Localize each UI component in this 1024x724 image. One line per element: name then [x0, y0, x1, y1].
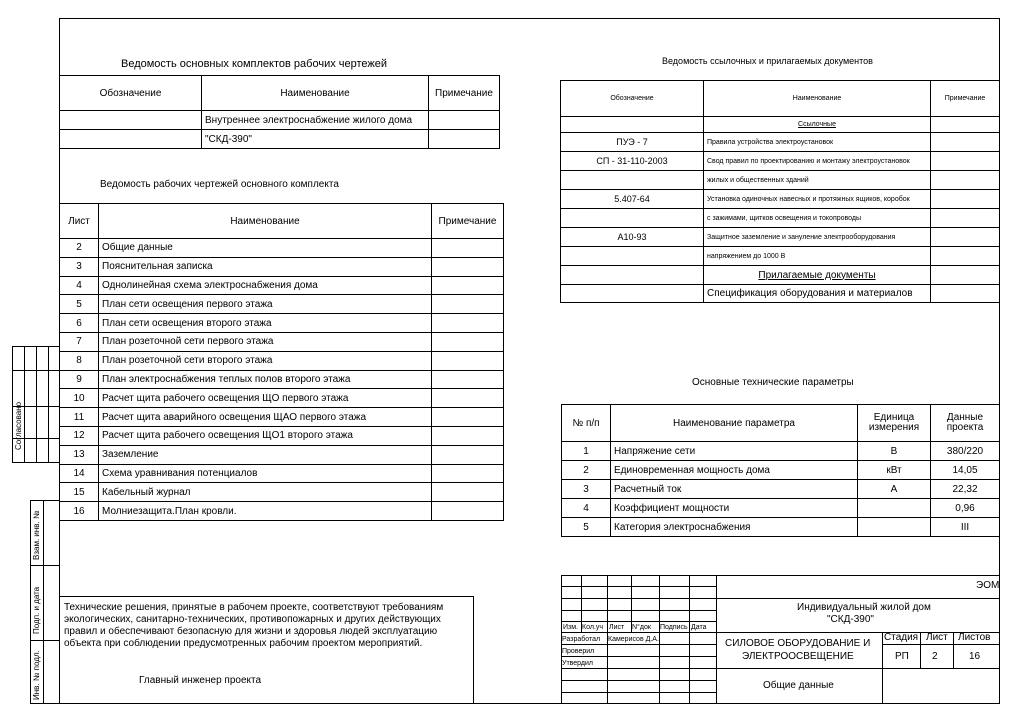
object-line1: Индивидуальный жилой дом: [797, 602, 931, 613]
sheet-name: План сети освещения первого этажа: [99, 295, 432, 314]
stamp-col-count: Кол.уч: [582, 624, 603, 631]
header-name: Наименование: [704, 81, 931, 117]
sheet-note: [432, 314, 504, 333]
header-note: Примечание: [931, 81, 1000, 117]
ref-name: с зажимами, щитков освещения и токопроводы: [704, 209, 931, 228]
sheet-number: 15: [60, 483, 99, 502]
sheet-number: 11: [60, 408, 99, 427]
main-drawings-title: Ведомость основных комплектов рабочих чертежей: [121, 58, 388, 70]
references-table: [560, 80, 1000, 303]
sheet-note: [432, 389, 504, 408]
sheet-note: [432, 370, 504, 389]
sheet-list-title: Ведомость рабочих чертежей основного комплекта: [100, 179, 339, 190]
header-designation: Обозначение: [60, 76, 202, 111]
sheet-note: [432, 464, 504, 483]
ref-name: Правила устройства электроустановок: [704, 133, 931, 152]
ref-note: [931, 171, 1000, 190]
chief-engineer-label: Главный инженер проекта: [139, 675, 262, 686]
sheet-note: [432, 332, 504, 351]
sheets-label: Листов: [958, 632, 991, 643]
table-cell: [429, 111, 500, 130]
sheet-name: Заземление: [99, 445, 432, 464]
header-parameter: Наименование параметра: [611, 405, 858, 442]
notes-line: Технические решения, принятые в рабочем проекте, соответствуют требованиям: [64, 602, 444, 613]
ref-note: [931, 247, 1000, 266]
header-designation: Обозначение: [561, 81, 704, 117]
sheets-value: 16: [969, 651, 981, 662]
param-index: 5: [562, 518, 611, 537]
sheet-number: 14: [60, 464, 99, 483]
ref-code: 5.407-64: [561, 190, 704, 209]
ref-name: Установка одиночных навесных и протяжных ящиков, коробок: [704, 190, 931, 209]
sheet-name: Схема уравнивания потенциалов: [99, 464, 432, 483]
params-table: [561, 404, 1000, 537]
ref-code: [561, 209, 704, 228]
param-unit: [858, 518, 931, 537]
param-value: III: [931, 518, 1000, 537]
doc-title: Общие данные: [763, 680, 834, 691]
sheet-number: 2: [60, 239, 99, 258]
role-checker: Проверил: [562, 648, 595, 655]
stamp-col-doc: N°док: [632, 624, 651, 631]
agreed-label: Согласовано: [14, 401, 23, 450]
attached-code: [561, 285, 704, 303]
sheet-number: 3: [60, 257, 99, 276]
stage-label: Стадия: [884, 632, 919, 643]
param-value: 380/220: [931, 442, 1000, 461]
ref-name: напряжением до 1000 В: [704, 247, 931, 266]
sheet-name: Кабельный журнал: [99, 483, 432, 502]
sheet-number: 7: [60, 332, 99, 351]
sheet-name: Расчет щита аварийного освещения ЩАО первого этажа: [99, 408, 432, 427]
sheet-note: [432, 257, 504, 276]
sheet-number: 5: [60, 295, 99, 314]
ref-code: [561, 247, 704, 266]
table-cell: Внутреннее электроснабжение жилого дома: [202, 111, 429, 130]
sheet-note: [432, 483, 504, 502]
sheet-number: 10: [60, 389, 99, 408]
param-value: 22,32: [931, 480, 1000, 499]
attached-name: Спецификация оборудования и материалов: [704, 285, 931, 303]
ref-code: ПУЭ - 7: [561, 133, 704, 152]
inv-replace-label: Взам. инв. №: [32, 510, 41, 560]
param-unit: [858, 499, 931, 518]
params-title: Основные технические параметры: [692, 377, 854, 388]
sheet-note: [432, 502, 504, 521]
header-note: Примечание: [429, 76, 500, 111]
notes-line: объекта при соблюдении предусмотренных рабочим проектом мероприятий.: [64, 638, 423, 649]
section-line2: ЭЛЕКТРООСВЕЩЕНИЕ: [742, 651, 854, 662]
param-index: 1: [562, 442, 611, 461]
header-unit: Единица измерения: [858, 405, 931, 442]
role-approver: Утвердил: [562, 660, 593, 667]
header-name: Наименование: [202, 76, 429, 111]
sheet-name: План розеточной сети второго этажа: [99, 351, 432, 370]
header-sheet: Лист: [60, 204, 99, 239]
notes-line: правил и обеспечивают безопасную для жизни и здоровья людей эксплуатацию: [64, 626, 438, 637]
section-line1: СИЛОВОЕ ОБОРУДОВАНИЕ И: [725, 638, 871, 649]
main-drawings-table: [59, 75, 500, 149]
param-value: 14,05: [931, 461, 1000, 480]
sign-date-label: Подп. и дата: [32, 586, 41, 634]
sheet-name: План сети освещения второго этажа: [99, 314, 432, 333]
sheet-note: [432, 276, 504, 295]
param-value: 0,96: [931, 499, 1000, 518]
param-index: 4: [562, 499, 611, 518]
param-index: 2: [562, 461, 611, 480]
sheet-number: 6: [60, 314, 99, 333]
ref-note: [931, 152, 1000, 171]
header-note: Примечание: [432, 204, 504, 239]
attached-note: [931, 285, 1000, 303]
sheet-name: Расчет щита рабочего освещения ЩО первого этажа: [99, 389, 432, 408]
sheet-note: [432, 351, 504, 370]
sheet-value: 2: [932, 651, 938, 662]
param-name: Единовременная мощность дома: [611, 461, 858, 480]
stamp-col-date: Дата: [691, 624, 707, 631]
ref-name: жилых и общественных зданий: [704, 171, 931, 190]
ref-note: [931, 228, 1000, 247]
sheet-number: 12: [60, 426, 99, 445]
sheet-name: Общие данные: [99, 239, 432, 258]
param-index: 3: [562, 480, 611, 499]
stage-value: РП: [895, 651, 909, 662]
object-line2: "СКД-390": [827, 614, 874, 625]
ref-name: Защитное заземление и зануление электрооборудования: [704, 228, 931, 247]
sheet-list-table: [59, 203, 504, 521]
role-developer-name: Камерисов Д.А.: [608, 636, 659, 643]
role-developer: Разработал: [562, 636, 601, 643]
ref-section-label: Ссылочные: [704, 117, 931, 133]
param-name: Напряжение сети: [611, 442, 858, 461]
stamp-col-change: Изм.: [563, 624, 578, 631]
sheet-note: [432, 445, 504, 464]
table-cell: [429, 130, 500, 149]
sheet-number: 9: [60, 370, 99, 389]
sheet-note: [432, 426, 504, 445]
inv-orig-label: Инв. № подл.: [32, 650, 41, 700]
sheet-name: План электроснабжения теплых полов второго этажа: [99, 370, 432, 389]
sheet-name: Молниезащита.План кровли.: [99, 502, 432, 521]
param-unit: А: [858, 480, 931, 499]
param-name: Расчетный ток: [611, 480, 858, 499]
attached-section-label: Прилагаемые документы: [704, 266, 931, 285]
stamp-col-sheet: Лист: [609, 624, 625, 631]
param-name: Категория электроснабжения: [611, 518, 858, 537]
sheet-number: 4: [60, 276, 99, 295]
ref-note: [931, 133, 1000, 152]
stamp-col-sign: Подпись: [660, 624, 688, 631]
ref-name: Свод правил по проектированию и монтажу электроустановок: [704, 152, 931, 171]
param-name: Коэффициент мощности: [611, 499, 858, 518]
sheet-number: 8: [60, 351, 99, 370]
ref-code: А10-93: [561, 228, 704, 247]
param-unit: В: [858, 442, 931, 461]
sheet-number: 13: [60, 445, 99, 464]
references-title: Ведомость ссылочных и прилагаемых документов: [662, 56, 873, 66]
table-cell: [60, 111, 202, 130]
sheet-number: 16: [60, 502, 99, 521]
stamp-code: ЭОМ: [976, 580, 1000, 591]
sheet-name: Расчет щита рабочего освещения ЩО1 второго этажа: [99, 426, 432, 445]
sheet-label: Лист: [926, 632, 948, 643]
sheet-name: План розеточной сети первого этажа: [99, 332, 432, 351]
header-index: № п/п: [562, 405, 611, 442]
sheet-name: Однолинейная схема электроснабжения дома: [99, 276, 432, 295]
table-cell: [60, 130, 202, 149]
ref-note: [931, 190, 1000, 209]
sheet-note: [432, 408, 504, 427]
sheet-note: [432, 239, 504, 258]
header-name: Наименование: [99, 204, 432, 239]
notes-line: экологических, санитарно-технических, противопожарных и других действующих: [64, 614, 441, 625]
table-cell: "СКД-390": [202, 130, 429, 149]
sheet-name: Пояснительная записка: [99, 257, 432, 276]
ref-note: [931, 209, 1000, 228]
param-unit: кВт: [858, 461, 931, 480]
ref-code: СП - 31-110-2003: [561, 152, 704, 171]
sheet-note: [432, 295, 504, 314]
ref-code: [561, 171, 704, 190]
header-value: Данные проекта: [931, 405, 1000, 442]
